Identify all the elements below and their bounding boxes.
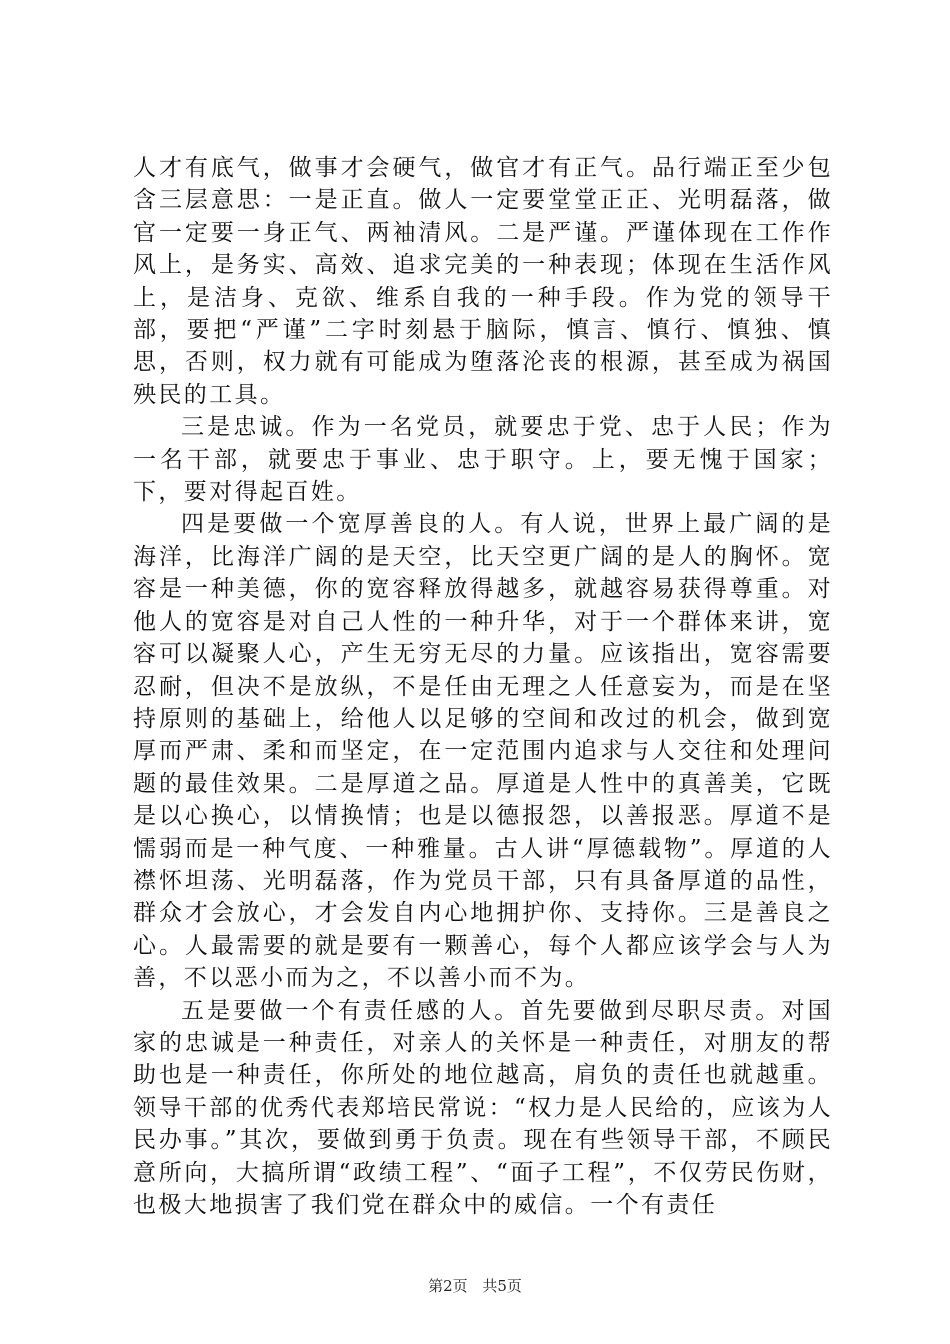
paragraph-4: 五是要做一个有责任感的人。首先要做到尽职尽责。对国家的忠诚是一种责任，对亲人的关怀是一种责任，对朋友的帮助也是一种责任，你所处的地位越高，肩负的责任也就越重。领导干部的优秀代表郑培民常说：“权力是人民给的，应该为人民办事。”其次，要做到勇于负责。现在有些领导干部，不顾民意所向，大搞所谓“政绩工程”、“面子工程”，不仅劳民伤财，也极大地损害了我们党在群众中的威信。一个有责任 — [133, 997, 833, 1218]
paragraph-2: 三是忠诚。作为一名党员，就要忠于党、忠于人民；作为一名干部，就要忠于事业、忠于职守。上，要无愧于国家；下，要对得起百姓。 — [133, 414, 833, 506]
page-number: 第2页 — [428, 1277, 468, 1295]
page-total: 共5页 — [482, 1277, 522, 1295]
paragraph-3: 四是要做一个宽厚善良的人。有人说，世界上最广阔的是海洋，比海洋广阔的是天空，比天空更广阔的是人的胸怀。宽容是一种美德，你的宽容释放得越多，就越容易获得尊重。对他人的宽容是对自己人性的一种升华，对于一个群体来讲，宽容可以凝聚人心，产生无穷无尽的力量。应该指出，宽容需要忍耐，但决不是放纵，不是任由无理之人任意妄为，而是在坚持原则的基础上，给他人以足够的空间和改过的机会，做到宽厚而严肃、柔和而坚定，在一定范围内追求与人交往和处理问题的最佳效果。二是厚道之品。厚道是人性中的真善美，它既是以心换心，以情换情；也是以德报怨，以善报恶。厚道不是懦弱而是一种气度、一种雅量。古人讲“厚德载物”。厚道的人襟怀坦荡、光明磊落，作为党员干部，只有具备厚道的品性，群众才会放心，才会发自内心地拥护你、支持你。三是善良之心。人最需要的就是要有一颗善心，每个人都应该学会与人为善，不以恶小而为之，不以善小而不为。 — [133, 511, 833, 992]
document-body — [133, 152, 833, 1221]
paragraph-1: 人才有底气，做事才会硬气，做官才有正气。品行端正至少包含三层意思：一是正直。做人一定要堂堂正正、光明磊落，做官一定要一身正气、两袖清风。二是严谨。严谨体现在工作作风上，是务实、高效、追求完美的一种表现；体现在生活作风上，是洁身、克欲、维系自我的一种手段。作为党的领导干部，要把“严谨”二字时刻悬于脑际，慎言、慎行、慎独、慎思，否则，权力就有可能成为堕落沦丧的根源，甚至成为祸国殃民的工具。 — [133, 155, 833, 408]
page-footer — [0, 1275, 950, 1296]
